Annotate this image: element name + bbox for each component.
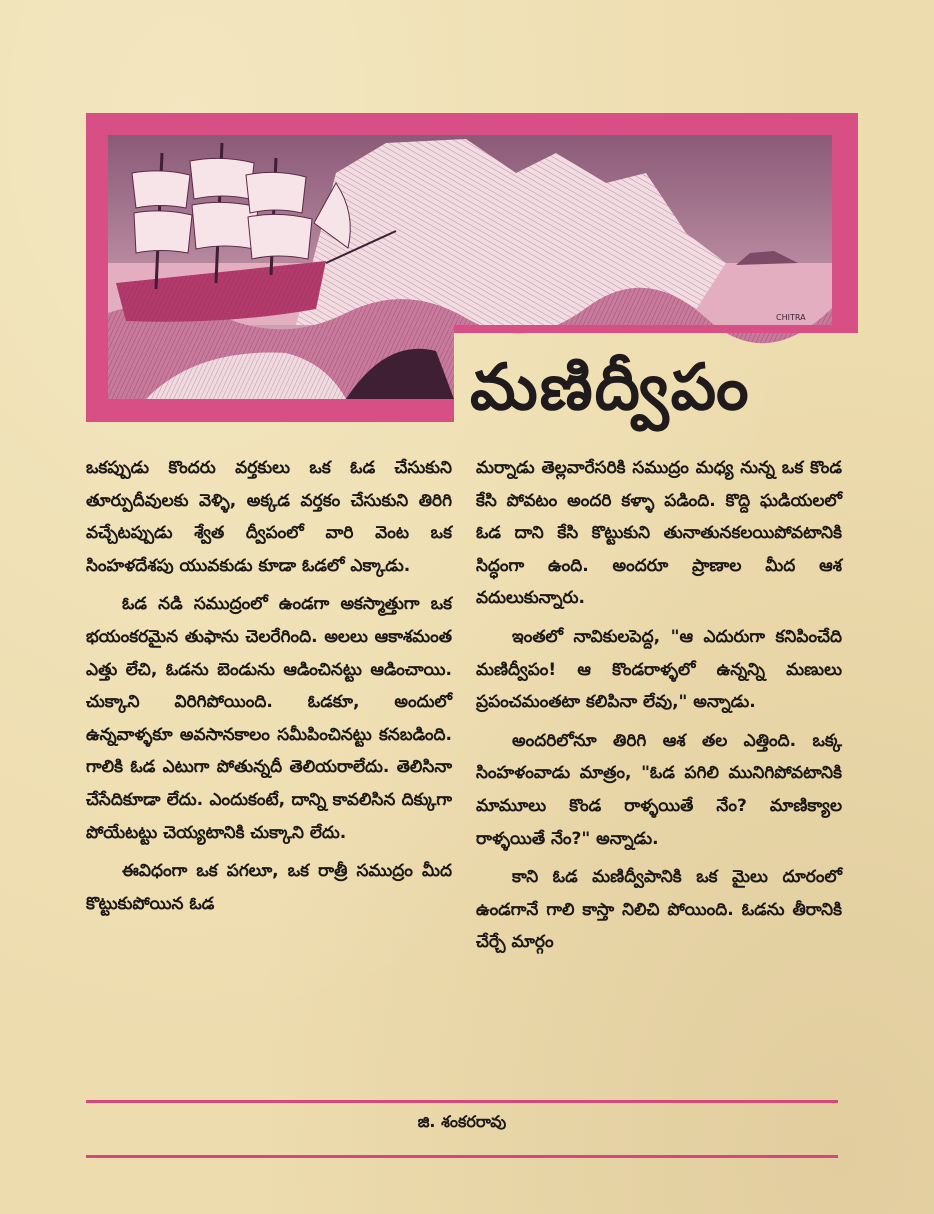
paragraph: అందరిలోనూ తిరిగి ఆశ తల ఎత్తింది. ఒక్క సింహళంవాడు మాత్రం, "ఓడ పగిలి మునిగిపోవటానికి మామూలు కొండ రాళ్ళయితే నేం? మాణిక్యాల రాళ్ళయితే నేం?" అన్నాడు.: [476, 730, 842, 849]
story-title: మణిద్వీపం: [470, 350, 751, 425]
paragraph: మర్నాడు తెల్లవారేసరికి సముద్రం మధ్య నున్న ఒక కొండ కేసి పోవటం అందరి కళ్ళా పడింది. కొద్ది ఘడియలలో ఓడ దాని కేసి కొట్టుకుని తునాతునకలయిపోవటానికి సిద్ధంగా ఉంది. అందరూ ప్రాణాల మీద ఆశ వదులుకున్నారు.: [476, 458, 842, 609]
paragraph: ఈవిధంగా ఒక పగలూ, ఒక రాత్రీ సముద్రం మీద కొట్టుకుపోయిన ఓడ: [86, 861, 452, 914]
author-credit: జి. శంకరరావు: [417, 1112, 507, 1131]
paragraph: ఒకప్పుడు కొందరు వర్తకులు ఒక ఓడ చేసుకుని తూర్పుదీవులకు వెళ్ళి, అక్కడ వర్తకం చేసుకుని తిరిగి వచ్చేటప్పుడు శ్వేత ద్వీపంలో వారి వెంట ఒక సింహళదేశపు యువకుడు కూడా ఓడలో ఎక్కాడు.: [86, 458, 452, 576]
bottom-divider: [86, 1155, 838, 1158]
paragraph: ఓడ నడి సముద్రంలో ఉండగా అకస్మాత్తుగా ఒక భయంకరమైన తుఫాను చెలరేగింది. అలలు ఆకాశమంత ఎత్తు లేచి, ఓడను బెండును ఆడించినట్టు ఆడించాయి. చుక్కాని విరిగిపోయింది. ఓడకూ, అందులో ఉన్నవాళ్ళకూ అవసానకాలం సమీపించినట్టు కనబడింది. గాలికి ఓడ ఎటుగా పోతున్నదీ తెలియరాలేదు. తెలిసినా చేసేదికూడా లేదు. ఎందుకంటే, దాన్ని కావలిసిన దిక్కుగా పోయేటట్టు చెయ్యటానికి చుక్కాని లేదు.: [86, 594, 452, 843]
paragraph: ఇంతలో నావికులపెద్ద, "ఆ ఎదురుగా కనిపించేది మణిద్వీపం! ఆ కొండరాళ్ళలో ఉన్నన్ని మణులు ప్రపంచమంతటా కలిపినా లేవు," అన్నాడు.: [476, 626, 842, 713]
paragraph: కాని ఓడ మణిద్వీపానికి ఒక మైలు దూరంలో ఉండగానే గాలి కాస్తా నిలిచి పోయింది. ఓడను తీరానికి చేర్చే మార్గం: [476, 867, 842, 953]
right-column: [476, 452, 842, 965]
top-divider: [86, 1100, 838, 1103]
left-column: [86, 452, 452, 926]
illustrator-signature: CHITRA: [776, 313, 806, 322]
